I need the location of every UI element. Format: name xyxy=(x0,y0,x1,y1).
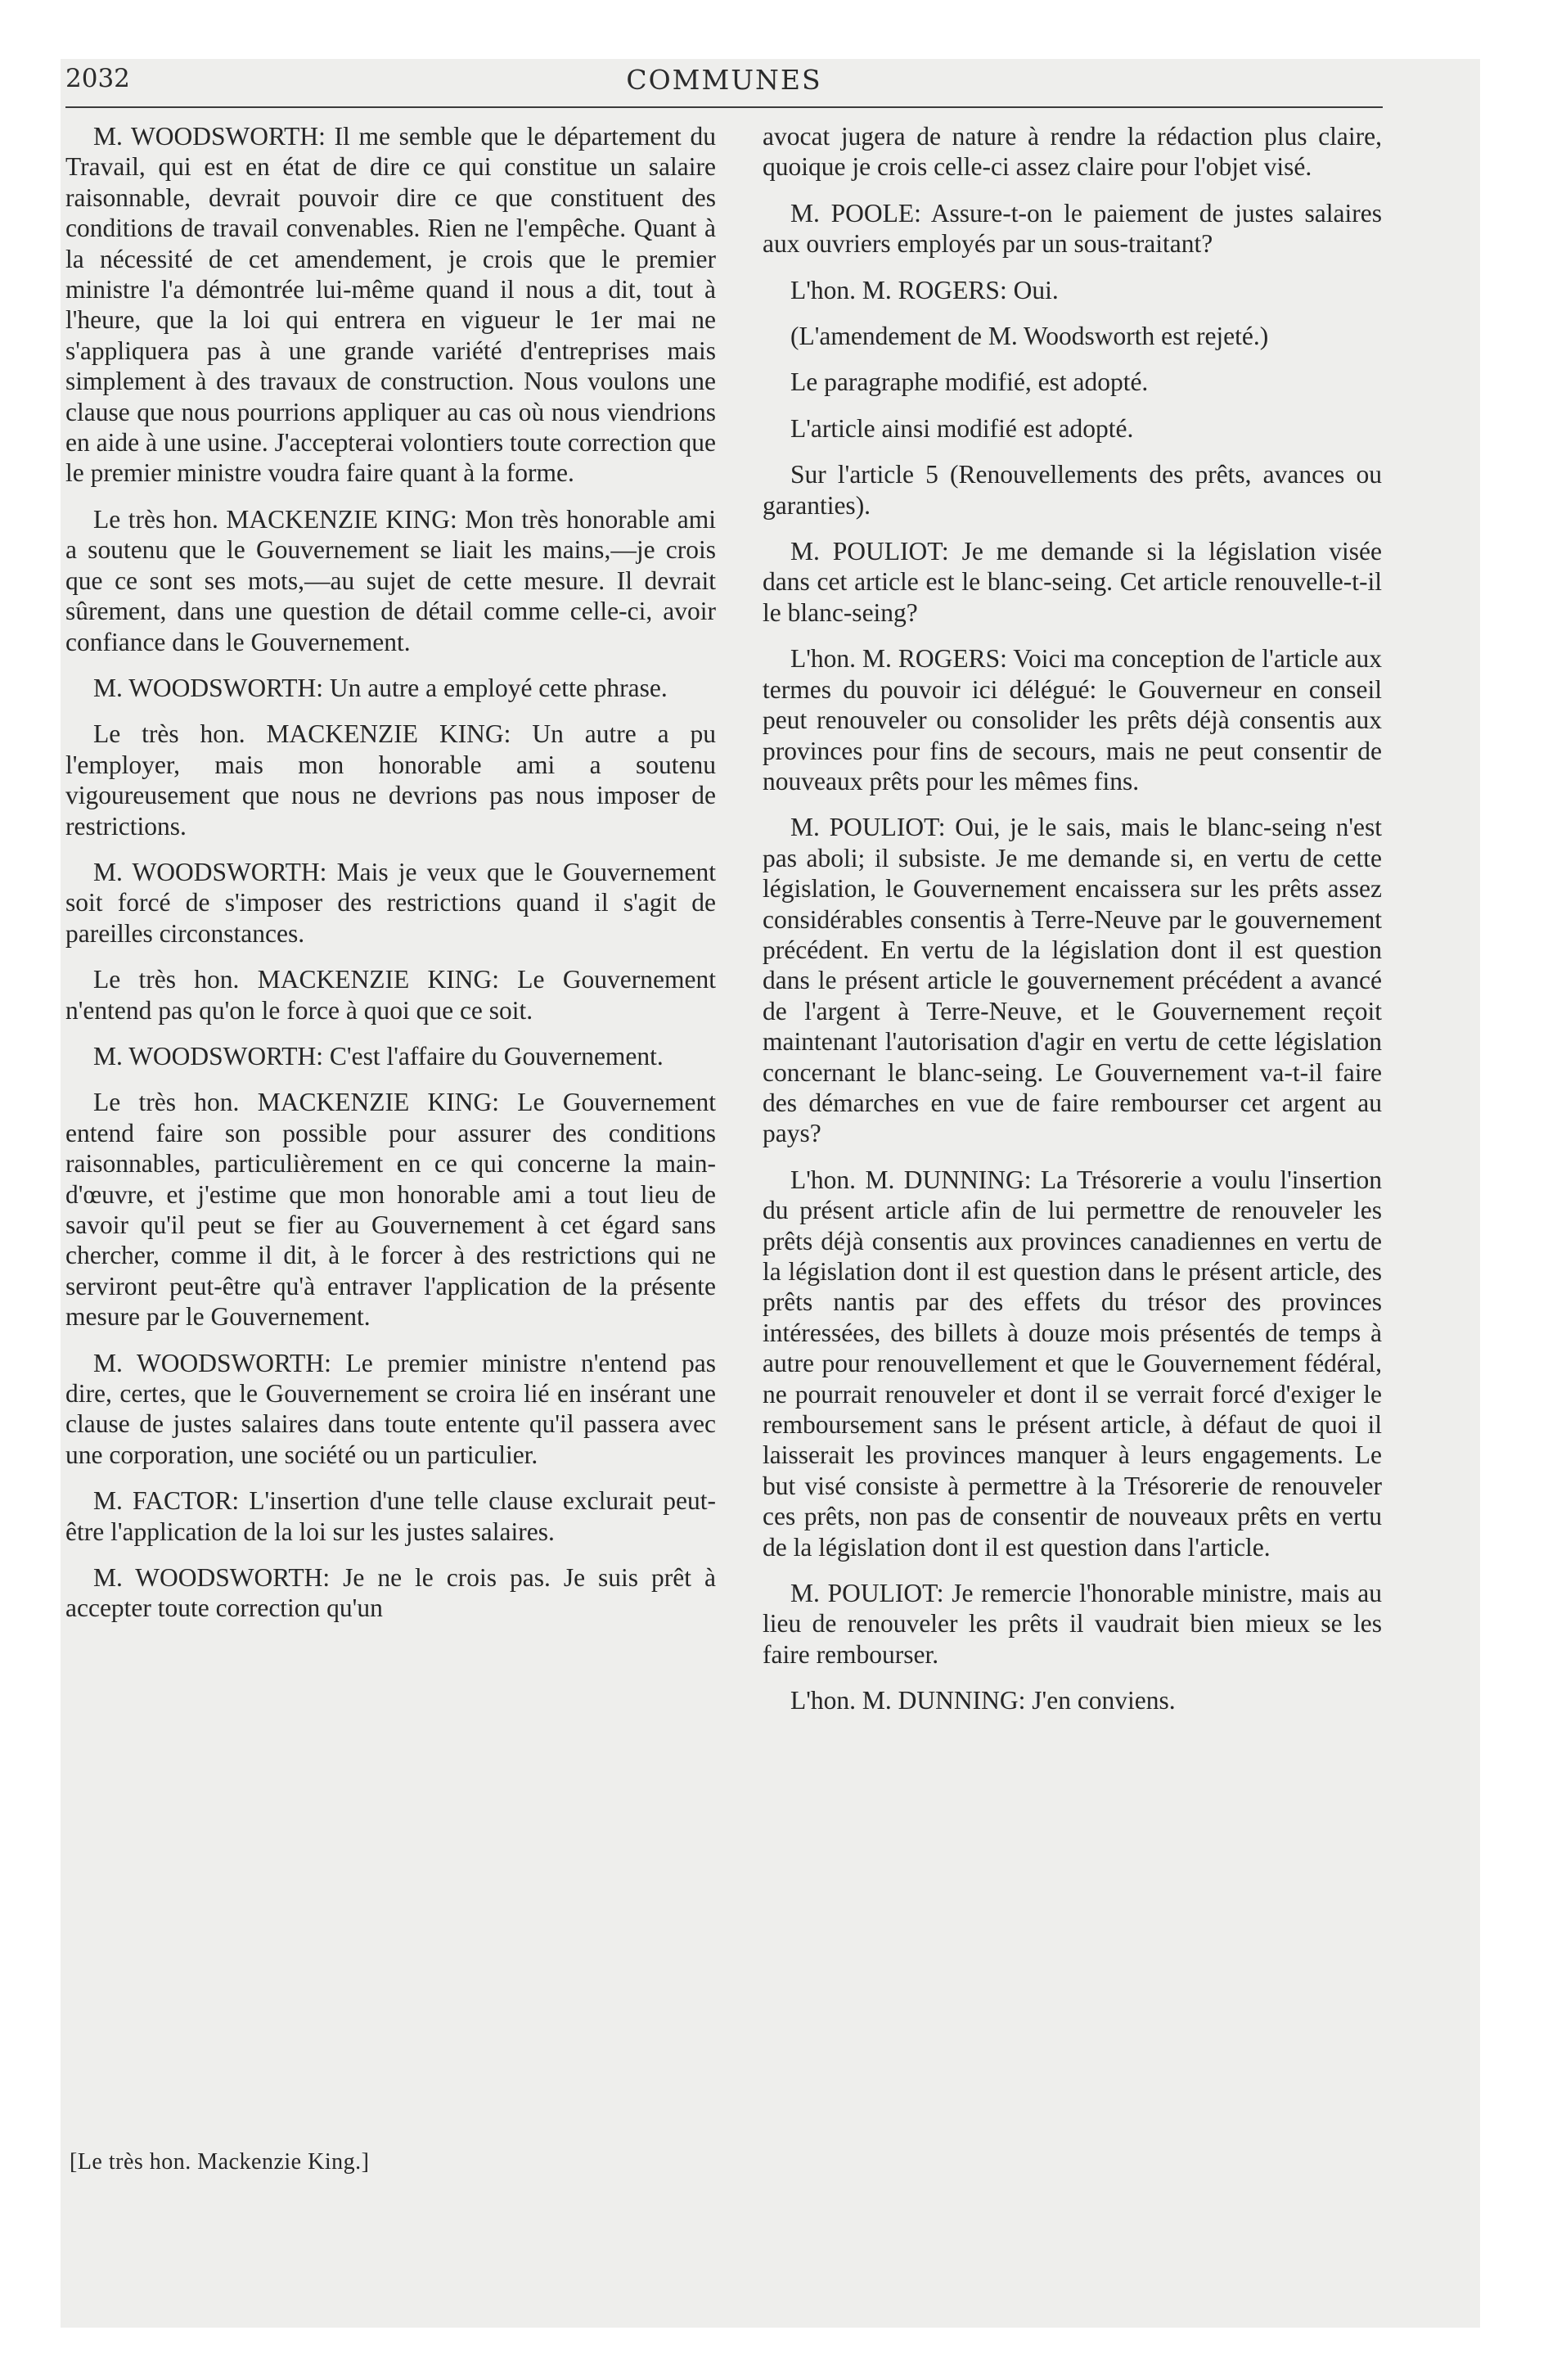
paragraph: Le très hon. MACKENZIE KING: Un autre a pu l'employer, mais mon honorable ami a soutenu vigoureusement que nous ne devrions pas nous imposer de restrictions. xyxy=(65,719,716,841)
paragraph: Sur l'article 5 (Renouvellements des prêts, avances ou garanties). xyxy=(763,460,1382,520)
running-head: COMMUNES xyxy=(626,64,822,96)
paragraph: M. WOODSWORTH: Je ne le crois pas. Je suis prêt à accepter toute correction qu'un xyxy=(65,1563,716,1623)
paragraph: M. FACTOR: L'insertion d'une telle clause exclurait peut-être l'application de la loi sur les justes salaires. xyxy=(65,1486,716,1546)
footer-speaker-note: [Le très hon. Mackenzie King.] xyxy=(70,2149,370,2175)
paragraph: L'hon. M. ROGERS: Voici ma conception de l'article aux termes du pouvoir ici délégué: le Gouverneur en conseil peut renouveler ou consolider les prêts déjà consentis aux provinces pour fins de secours, mais ne peut consentir de nouveaux prêts pour les mêmes fins. xyxy=(763,644,1382,796)
paragraph: M. POULIOT: Je remercie l'honorable ministre, mais au lieu de renouveler les prêts il vaudrait bien mieux se les faire rembourser. xyxy=(763,1579,1382,1669)
paragraph: M. POOLE: Assure-t-on le paiement de justes salaires aux ouvriers employés par un sous-traitant? xyxy=(763,198,1382,259)
paragraph: avocat jugera de nature à rendre la rédaction plus claire, quoique je crois celle-ci assez claire pour l'objet visé. xyxy=(763,122,1382,182)
header-rule xyxy=(65,106,1383,108)
paragraph: M. WOODSWORTH: Un autre a employé cette phrase. xyxy=(93,673,668,702)
paragraph: Le très hon. MACKENZIE KING: Le Gouvernement entend faire son possible pour assurer des conditions raisonnables, particulièrement en ce qui concerne la main-d'œuvre, et j'estime que mon honorable ami a tout lieu de savoir qu'il peut se fier au Gouvernement à cet égard sans chercher, comme il dit, à le forcer à des restrictions qui ne serviront peut-être qu'à entraver l'application de la présente mesure par le Gouvernement. xyxy=(65,1088,716,1332)
paragraph: L'hon. M. ROGERS: Oui. xyxy=(790,275,1059,304)
paragraph: M. WOODSWORTH: Le premier ministre n'entend pas dire, certes, que le Gouvernement se croira lié en insérant une clause de justes salaires dans toute entente qu'il passera avec une corporation, une société ou un particulier. xyxy=(65,1348,716,1469)
paragraph: M. WOODSWORTH: Mais je veux que le Gouvernement soit forcé de s'imposer des restrictions quand il s'agit de pareilles circonstances. xyxy=(65,857,716,948)
paragraph: M. WOODSWORTH: C'est l'affaire du Gouvernement. xyxy=(93,1041,664,1071)
paragraph: M. POULIOT: Oui, je le sais, mais le blanc-seing n'est pas aboli; il subsiste. Je me demande si, en vertu de cette législation, le Gouvernement encaissera sur les prêts assez considérables consentis à Terre-Neuve par le gouvernement précédent. En vertu de la législation dont il est question dans le présent article le gouvernement précédent a avancé de l'argent à Terre-Neuve, et le Gouvernement reçoit maintenant l'autorisation d'agir en vertu de cette législation concernant le blanc-seing. Le Gouvernement va-t-il faire des démarches en vue de faire rembourser cet argent au pays? xyxy=(763,813,1382,1148)
left-column xyxy=(65,121,716,1639)
paragraph: Le paragraphe modifié, est adopté. xyxy=(790,367,1149,397)
paragraph: L'hon. M. DUNNING: La Trésorerie a voulu l'insertion du présent article afin de lui permettre de renouveler les prêts déjà consentis aux provinces canadiennes en vertu de la législation dont il est question dans le présent article, des prêts nantis par des effets du trésor des provinces intéressées, des billets à douze mois présentés de temps à autre pour renouvellement et que le Gouvernement fédéral, ne pourrait renouveler et dont il se verrait forcé d'exiger le remboursement sans le présent article, à défaut de quoi il laisserait les provinces manquer à leurs engagements. Le but visé consiste à permettre à la Trésorerie de renouveler ces prêts, non pas de consentir de nouveaux prêts en vertu de la législation dont il est question dans l'article. xyxy=(763,1165,1382,1562)
paragraph: (L'amendement de M. Woodsworth est rejeté.) xyxy=(790,322,1269,351)
page-header xyxy=(65,59,1383,100)
paragraph: L'hon. M. DUNNING: J'en conviens. xyxy=(790,1686,1176,1715)
paragraph: M. POULIOT: Je me demande si la législation visée dans cet article est le blanc-seing. Cet article renouvelle-t-il le blanc-seing? xyxy=(763,537,1382,627)
right-column xyxy=(763,121,1382,1732)
paragraph: M. WOODSWORTH: Il me semble que le département du Travail, qui est en état de dire ce qui constitue un salaire raisonnable, devrait pouvoir dire ce que constituent des conditions de travail convenables. Rien ne l'empêche. Quant à la nécessité de cet amendement, je crois que le premier ministre l'a démontrée lui-même quand il nous a dit, tout à l'heure, que la loi qui entrera en vigueur le 1er mai ne s'appliquera pas à une grande variété d'entreprises mais simplement à des travaux de construction. Nous voulons une clause que nous pourrions appliquer au cas où nous viendrions en aide à une usine. J'accepterai volontiers toute correction que le premier ministre voudra faire quant à la forme. xyxy=(65,122,716,488)
page-number: 2032 xyxy=(65,64,130,93)
paragraph: L'article ainsi modifié est adopté. xyxy=(790,413,1134,443)
paragraph: Le très hon. MACKENZIE KING: Mon très honorable ami a soutenu que le Gouvernement se liait les mains,—je crois que ce sont ses mots,—au sujet de cette mesure. Il devrait sûrement, dans une question de détail comme celle-ci, avoir confiance dans le Gouvernement. xyxy=(65,504,716,656)
paragraph: Le très hon. MACKENZIE KING: Le Gouvernement n'entend pas qu'on le force à quoi que ce soit. xyxy=(65,965,716,1025)
